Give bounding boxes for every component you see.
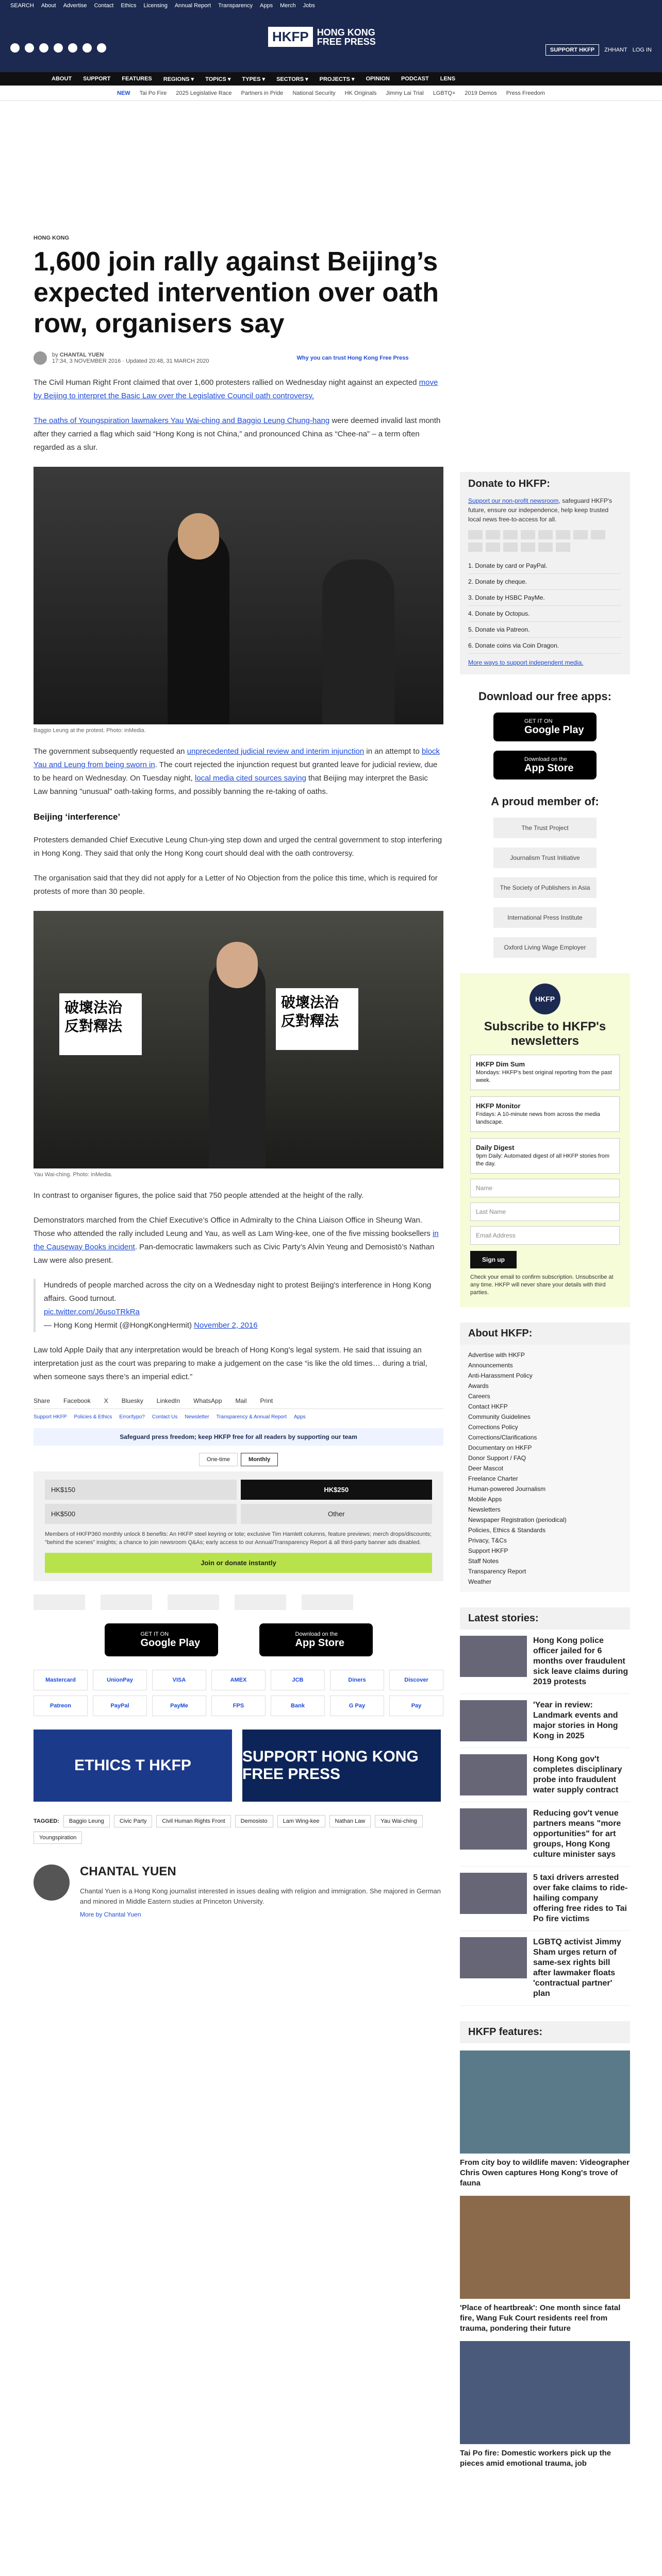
tab-monthly[interactable]: Monthly	[241, 1453, 278, 1466]
feature-item[interactable]	[460, 2050, 630, 2189]
share-mail[interactable]: Mail	[235, 1397, 247, 1404]
share-linkedin[interactable]: LinkedIn	[156, 1397, 180, 1404]
author-name[interactable]: CHANTAL YUEN	[80, 1865, 176, 1878]
about-link[interactable]: Advertise with HKFP	[468, 1351, 525, 1359]
support-link[interactable]: Newsletter	[185, 1414, 209, 1420]
site-logo[interactable]	[268, 27, 376, 47]
amount-option[interactable]: HK$150	[45, 1480, 237, 1500]
applepay-icon: Pay	[389, 1696, 443, 1716]
nav-about[interactable]: ABOUT	[52, 76, 72, 82]
newsletter-desc: Fridays: A 10-minute news from across the media landscape.	[476, 1111, 600, 1125]
visa-icon: VISA	[152, 1670, 206, 1690]
author-photo	[34, 1865, 70, 1901]
app-store-badges	[34, 1623, 443, 1656]
about-link[interactable]: Donor Support / FAQ	[468, 1454, 526, 1462]
newsletter-name: HKFP Monitor	[476, 1102, 521, 1110]
about-link[interactable]: Contact HKFP	[468, 1403, 508, 1410]
tag[interactable]: Youngspiration	[34, 1832, 82, 1844]
share-bar	[34, 1397, 443, 1409]
trust-project-logo[interactable]	[34, 1595, 85, 1610]
story-thumbnail	[460, 1873, 527, 1914]
feature-image	[460, 2196, 630, 2299]
amex-icon: AMEX	[211, 1670, 266, 1690]
tab-one-time[interactable]: One-time	[199, 1453, 238, 1466]
story-title: 5 taxi drivers arrested over fake claims to ride-hailing company offering free rides to Tai Po fire victims	[533, 1873, 628, 1923]
store-big: App Store	[295, 1637, 345, 1649]
member-logo[interactable]: The Trust Project	[493, 818, 597, 838]
about-link[interactable]: Weather	[468, 1578, 492, 1585]
author-bio: Chantal Yuen is a Hong Kong journalist interested in issues dealing with religion and immigration. She majored in German and minored in Middle Eastern studies at Princeton University.	[80, 1887, 441, 1905]
about-link[interactable]: Documentary on HKFP	[468, 1444, 532, 1451]
telegram-icon[interactable]	[82, 43, 92, 53]
last-name-field[interactable]: Last Name	[470, 1202, 620, 1221]
newsletter-option[interactable]	[470, 1138, 620, 1174]
story-thumbnail	[460, 1636, 527, 1677]
article-column	[34, 235, 443, 1918]
article-dates: 17:34, 3 NOVEMBER 2016 · Updated 20:48, 31 MARCH 2020	[52, 358, 209, 364]
discover-icon: Discover	[389, 1670, 443, 1690]
newsletter-desc: Mondays: HKFP's best original reporting from the past week.	[476, 1070, 612, 1083]
tag[interactable]: Demosisto	[235, 1815, 273, 1827]
story-thumbnail	[460, 1700, 527, 1741]
card-icon	[468, 543, 483, 552]
member-logo[interactable]: Journalism Trust Initiative	[493, 848, 597, 868]
about-link[interactable]: Deer Mascot	[468, 1465, 504, 1472]
trending-nav	[0, 86, 662, 101]
about-link[interactable]: Community Guidelines	[468, 1413, 531, 1420]
google-play-badge[interactable]	[493, 713, 597, 741]
trending-item[interactable]: LGBTQ+	[433, 90, 456, 96]
article-title: 1,600 join rally against Beijing’s expected intervention over oath row, organisers say	[34, 247, 439, 338]
story-item[interactable]	[460, 1748, 630, 1802]
story-thumbnail	[460, 1937, 527, 1978]
trending-item[interactable]: Press Freedom	[506, 90, 545, 96]
apps-title: Download our free apps:	[478, 690, 611, 703]
newsletter-name: Daily Digest	[476, 1144, 515, 1151]
first-name-field[interactable]: Name	[470, 1179, 620, 1197]
patreon-icon: Patreon	[34, 1696, 88, 1716]
card-icon	[486, 543, 500, 552]
nav-types[interactable]: TYPES ▾	[242, 76, 266, 82]
story-item[interactable]	[460, 1630, 630, 1694]
person-head	[178, 513, 219, 560]
social-icons	[10, 43, 106, 53]
new-label: NEW	[117, 90, 130, 96]
ipi-logo[interactable]	[235, 1595, 286, 1610]
logo-line2: FREE PRESS	[317, 36, 376, 47]
latest-title: Latest stories:	[460, 1607, 630, 1630]
story-title: 'Year in review: Landmark events and major stories in Hong Kong in 2025	[533, 1701, 618, 1740]
inline-link[interactable]: block Yau and Leung from being sworn in	[34, 747, 440, 769]
store-big: Google Play	[140, 1637, 201, 1649]
latest-stories	[460, 1607, 630, 2006]
inline-link[interactable]: in the Causeway Books incident	[34, 1229, 439, 1251]
instagram-icon[interactable]	[39, 43, 48, 53]
card-icon	[521, 530, 535, 539]
feature-image	[460, 2341, 630, 2444]
paragraph: Law told Apple Daily that any interpretation would be breach of Hong Kong’s legal system. He said that issuing an interpretation just as the court was preparing to make a judgement on the case “is like the old times… during a trial, when someone says there’s an imperial edict.”	[34, 1346, 427, 1381]
about-link[interactable]: Mobile Apps	[468, 1496, 502, 1503]
author-box	[34, 1865, 443, 1918]
paragraph	[34, 414, 443, 454]
about-link[interactable]: Anti-Harassment Policy	[468, 1372, 533, 1379]
paragraph	[34, 745, 443, 799]
facebook-icon[interactable]	[10, 43, 20, 53]
paragraph: Protesters demanded Chief Executive Leung Chun-ying step down and urged the central government to stop interfering in Hong Kong. They said that only the Hong Kong court should deal with the oath controversy.	[34, 836, 442, 858]
more-ways-link[interactable]: More ways to support independent media.	[468, 659, 584, 666]
tweet-text: Hundreds of people marched across the city on a Wednesday night to protest Beijing's interference in Hong Kong affairs. Good turnout.	[44, 1281, 432, 1303]
donate-text: , safeguard HKFP's future, ensure our independence, help keep trusted local news free-to-access for all.	[468, 497, 613, 523]
rss-icon[interactable]	[97, 43, 106, 53]
gpay-icon: G Pay	[330, 1696, 384, 1716]
newsletter-option[interactable]	[470, 1055, 620, 1090]
text: The Civil Human Right Front claimed that over 1,600 protesters rallied on Wednesday night against an expected	[34, 378, 419, 387]
main-nav	[0, 72, 662, 86]
store-big: App Store	[524, 762, 574, 774]
by-label: by	[52, 352, 58, 358]
byline	[34, 351, 443, 365]
nav-regions[interactable]: REGIONS ▾	[163, 76, 194, 82]
donate-option[interactable]: 1. Donate by card or PayPal.	[468, 558, 622, 574]
newsletter-signup	[460, 973, 630, 1307]
nav-projects[interactable]: PROJECTS ▾	[319, 76, 355, 82]
advertise-link[interactable]: Advertise	[63, 3, 87, 9]
card-icon	[556, 530, 570, 539]
card-icon	[503, 543, 518, 552]
card-icon	[468, 530, 483, 539]
promo-banners	[34, 1730, 443, 1802]
text: were deemed invalid last month after they carried a flag which said “Hong Kong is not China,” and pronounced China as “Chee-na” – a term often regarded as a slur.	[34, 416, 441, 452]
jobs-link[interactable]: Jobs	[303, 3, 315, 9]
x-icon[interactable]	[25, 43, 34, 53]
nav-lens[interactable]: LENS	[440, 76, 456, 82]
search-link[interactable]: SEARCH	[10, 3, 34, 9]
features-title: HKFP features:	[460, 2021, 630, 2043]
newsletter-option[interactable]	[470, 1096, 620, 1132]
google-play-badge[interactable]	[105, 1623, 218, 1656]
mastercard-icon: Mastercard	[34, 1670, 88, 1690]
store-small: GET IT ON	[524, 718, 553, 724]
story-item[interactable]	[460, 1694, 630, 1748]
text: The government subsequently requested an	[34, 747, 187, 756]
about-link[interactable]: Freelance Charter	[468, 1475, 518, 1482]
person-head	[217, 942, 258, 988]
amount-option[interactable]: HK$500	[45, 1504, 237, 1524]
living-wage-logo[interactable]	[302, 1595, 353, 1610]
newsletter-fine-print: Check your email to confirm subscription. Unsubscribe at any time. HKFP will never share your details with third parties.	[470, 1274, 614, 1296]
tag[interactable]: Yau Wai-ching	[375, 1815, 422, 1827]
card-icon	[486, 530, 500, 539]
feature-item[interactable]	[460, 2196, 630, 2334]
support-links	[34, 1414, 443, 1420]
inline-link[interactable]: local media cited sources saying	[195, 774, 306, 783]
tagged-label: TAGGED:	[34, 1818, 59, 1824]
inline-link[interactable]: unprecedented judicial review and interim injunction	[187, 747, 365, 756]
login-link[interactable]: LOG IN	[632, 47, 652, 53]
card-icon	[521, 543, 535, 552]
jti-logo[interactable]	[101, 1595, 152, 1610]
donation-widget	[34, 1471, 443, 1581]
embedded-tweet	[34, 1279, 443, 1332]
app-store-badge[interactable]	[259, 1623, 373, 1656]
logo-box: HKFP	[268, 27, 313, 47]
tweet-author: — Hong Kong Hermit (@HongKongHermit)	[44, 1321, 194, 1330]
about-link[interactable]: Corrections Policy	[468, 1423, 518, 1431]
tweet-pic-link[interactable]: pic.twitter.com/J6usoTRkRa	[44, 1308, 140, 1316]
trending-item[interactable]: Tai Po Fire	[139, 90, 167, 96]
donate-title: Donate to HKFP:	[460, 472, 630, 496]
sidebar	[460, 472, 630, 2469]
member-logo[interactable]: International Press Institute	[493, 907, 597, 928]
bank-icon: Bank	[271, 1696, 325, 1716]
about-link[interactable]: Staff Notes	[468, 1557, 499, 1565]
transparency-link[interactable]: Transparency	[218, 3, 253, 9]
press-freedom-banner[interactable]: Safeguard press freedom; keep HKFP free for all readers by supporting our team	[34, 1428, 443, 1446]
inline-link[interactable]: The oaths of Youngspiration lawmakers Yau Wai-ching and Baggio Leung Chung-hang	[34, 416, 330, 425]
payme-icon: PayMe	[152, 1696, 206, 1716]
jcb-icon: JCB	[271, 1670, 325, 1690]
text: that Beijing may interpret the Basic Law banning "unusual" oath-taking forms, and possibly banning the re-taking of oaths.	[34, 774, 428, 796]
share-bluesky[interactable]: Bluesky	[121, 1397, 143, 1404]
logo-line1: HONG KONG	[317, 27, 375, 38]
donate-option[interactable]: 6. Donate coins via Coin Dragon.	[468, 638, 622, 654]
person-figure	[322, 560, 394, 724]
hkfp-features	[460, 2021, 630, 2469]
top-utility-bar	[0, 0, 662, 11]
about-link[interactable]: Announcements	[468, 1362, 513, 1369]
about-link[interactable]: About	[41, 3, 56, 9]
donate-option[interactable]: 5. Donate via Patreon.	[468, 622, 622, 638]
support-link[interactable]: Error/typo?	[119, 1414, 145, 1420]
newsletter-desc: 9pm Daily: Automated digest of all HKFP stories from the day.	[476, 1153, 610, 1167]
nav-opinion[interactable]: OPINION	[366, 76, 390, 82]
nav-sectors[interactable]: SECTORS ▾	[276, 76, 308, 82]
card-icon	[503, 530, 518, 539]
article-photo-1	[34, 467, 443, 724]
share-x[interactable]: X	[104, 1397, 108, 1404]
author-avatar	[34, 351, 47, 365]
donate-box	[460, 496, 630, 674]
donate-option[interactable]: 4. Donate by Octopus.	[468, 606, 622, 622]
photo-caption: Baggio Leung at the protest. Photo: inMedia.	[34, 727, 146, 734]
story-thumbnail	[460, 1754, 527, 1795]
paragraph: The organisation said that they did not apply for a Letter of No Objection from the police this time, which is required for protests of more than 30 people.	[34, 874, 438, 896]
contact-link[interactable]: Contact	[94, 3, 114, 9]
about-link[interactable]: Corrections/Clarifications	[468, 1434, 537, 1441]
nav-podcast[interactable]: PODCAST	[401, 76, 429, 82]
newsletter-name: HKFP Dim Sum	[476, 1060, 525, 1068]
newsletter-title: Subscribe to HKFP's newsletters	[484, 1020, 606, 1048]
inline-link[interactable]: move by Beijing to interpret the Basic Law over the Legislative Council oath controversy.	[34, 378, 438, 400]
about-section	[460, 1323, 630, 1592]
story-item[interactable]	[460, 1931, 630, 2006]
unionpay-icon: UnionPay	[93, 1670, 147, 1690]
support-link[interactable]: Policies & Ethics	[74, 1414, 112, 1420]
trust-link[interactable]: Why you can trust Hong Kong Free Press	[296, 355, 409, 361]
about-link[interactable]: Newspaper Registration (periodical)	[468, 1516, 567, 1523]
section-heading: Beijing ‘interference’	[34, 812, 121, 822]
feature-image	[460, 2050, 630, 2154]
ethics-link[interactable]: Ethics	[121, 3, 137, 9]
hkfp-badge: HKFP	[529, 984, 560, 1014]
app-store-badge[interactable]	[493, 751, 597, 779]
amount-option[interactable]: Other	[241, 1504, 433, 1524]
youtube-icon[interactable]	[54, 43, 63, 53]
paragraph: In contrast to organiser figures, the police said that 750 people attended at the height of the rally.	[34, 1191, 364, 1200]
spa-logo[interactable]	[168, 1595, 219, 1610]
paragraph	[34, 1214, 443, 1267]
nav-support[interactable]: SUPPORT	[83, 76, 111, 82]
article-photo-2	[34, 911, 443, 1168]
feature-title: 'Place of heartbreak': One month since fatal fire, Wang Fuk Court residents reel from trauma, pondering their future	[460, 2303, 621, 2333]
story-title: Reducing gov't venue partners means "more opportunities" for art groups, Hong Kong culture minister says	[533, 1809, 621, 1859]
language-toggle[interactable]: ZHHANT	[604, 47, 627, 53]
about-link[interactable]: Careers	[468, 1393, 490, 1400]
about-link[interactable]: Privacy, T&Cs	[468, 1537, 507, 1544]
tag[interactable]: Nathan Law	[329, 1815, 371, 1827]
text: Demonstrators marched from the Chief Executive’s Office in Admiralty to the China Liaison Office in Sheung Wan. Those who attended the rally included Leung and Yau, as well as Lam Wing-kee, one of the five missing booksellers	[34, 1216, 433, 1238]
protest-sign: 破壞法治 反對釋法	[59, 993, 142, 1055]
trending-item[interactable]: HK Originals	[344, 90, 377, 96]
trending-item[interactable]: 2019 Demos	[465, 90, 497, 96]
card-icons	[468, 530, 622, 552]
about-link[interactable]: Newsletters	[468, 1506, 501, 1513]
store-small: Download on the	[524, 756, 567, 762]
photo-caption: Yau Wai-ching. Photo: inMedia.	[34, 1172, 112, 1178]
tag[interactable]: Baggio Leung	[63, 1815, 110, 1827]
store-big: Google Play	[524, 724, 584, 736]
store-small: Download on the	[295, 1631, 338, 1637]
tag-list	[34, 1815, 443, 1844]
trending-item[interactable]: Partners in Pride	[241, 90, 284, 96]
tag[interactable]: Civil Human Rights Front	[156, 1815, 230, 1827]
feature-item[interactable]	[460, 2341, 630, 2469]
store-small: GET IT ON	[140, 1631, 169, 1637]
support-hkfp-button[interactable]: SUPPORT HKFP	[545, 44, 599, 56]
about-link[interactable]: Transparency Report	[468, 1568, 526, 1575]
donation-frequency-tabs	[34, 1453, 443, 1466]
donate-option[interactable]: 2. Donate by cheque.	[468, 574, 622, 590]
tag[interactable]: Lam Wing-kee	[277, 1815, 325, 1827]
donate-link[interactable]: Support our non-profit newsroom	[468, 497, 559, 504]
about-title: About HKFP:	[460, 1323, 630, 1345]
member-title: A proud member of:	[491, 795, 599, 808]
about-link[interactable]: Policies, Ethics & Standards	[468, 1527, 546, 1534]
membership-description: Members of HKFP360 monthly unlock 8 benefits: An HKFP steel keyring or tote; exclusive Tim Hamlett columns, feature previews; merch drops/discounts; "behind the scenes" insights; a chance to join newsroom Q&As; early access to our Annual/Transparency Report & all third-party banner ads disabled.	[45, 1531, 432, 1546]
story-item[interactable]	[460, 1802, 630, 1867]
licensing-link[interactable]: Licensing	[143, 3, 168, 9]
sign-up-button[interactable]: Sign up	[470, 1251, 517, 1268]
text: . Pan-democratic lawmakers such as Civic Party’s Alvin Yeung and Demosistō’s Nathan Law were also present.	[34, 1243, 435, 1265]
about-link[interactable]: Human-powered Journalism	[468, 1485, 546, 1493]
tag[interactable]: Civic Party	[114, 1815, 153, 1827]
diners-icon: Diners	[330, 1670, 384, 1690]
ethics-banner[interactable]: ETHICS T HKFP	[34, 1730, 232, 1802]
support-link[interactable]: Transparency & Annual Report	[216, 1414, 287, 1420]
support-banner[interactable]: SUPPORT HONG KONG FREE PRESS	[242, 1730, 441, 1802]
support-link[interactable]: Support HKFP	[34, 1414, 67, 1420]
share-label: Share	[34, 1397, 51, 1404]
protest-sign: 破壞法治 反對釋法	[276, 988, 358, 1050]
card-icon	[538, 543, 553, 552]
trending-item[interactable]: 2025 Legislative Race	[176, 90, 232, 96]
amount-option-selected[interactable]: HK$250	[241, 1480, 433, 1500]
share-print[interactable]: Print	[260, 1397, 273, 1404]
text: in an attempt to	[364, 747, 422, 756]
nav-features[interactable]: FEATURES	[122, 76, 152, 82]
threads-icon[interactable]	[68, 43, 77, 53]
story-item[interactable]	[460, 1867, 630, 1931]
feature-title: From city boy to wildlife maven: Videographer Chris Owen captures Hong Kong's trove of fauna	[460, 2158, 630, 2188]
story-thumbnail	[460, 1808, 527, 1850]
support-link[interactable]: Apps	[293, 1414, 306, 1420]
trending-item[interactable]: Jimmy Lai Trial	[386, 90, 424, 96]
annual-report-link[interactable]: Annual Report	[174, 3, 211, 9]
site-header	[0, 11, 662, 72]
donate-option[interactable]: 3. Donate by HSBC PayMe.	[468, 590, 622, 606]
about-link[interactable]: Support HKFP	[468, 1547, 508, 1554]
article-kicker[interactable]: HONG KONG	[34, 235, 70, 241]
person-figure	[209, 957, 266, 1168]
story-title: Hong Kong gov't completes disciplinary probe into fraudulent water supply contract	[533, 1755, 622, 1794]
feature-title: Tai Po fire: Domestic workers pick up the pieces amid emotional trauma, job	[460, 2449, 611, 2468]
text: . The court rejected the injunction request but granted leave for judicial review, due to be heard on Wednesday. On Tuesday night,	[34, 760, 438, 783]
story-title: LGBTQ activist Jimmy Sham urges return of same-sex rights bill after lawmaker floats 'contractual partner' plan	[533, 1938, 621, 1998]
apps-link[interactable]: Apps	[260, 3, 273, 9]
about-link[interactable]: Awards	[468, 1382, 489, 1389]
paragraph	[34, 376, 443, 403]
card-icon	[556, 543, 570, 552]
fps-icon: FPS	[211, 1696, 266, 1716]
tweet-date-link[interactable]: November 2, 2016	[194, 1321, 258, 1330]
member-badges	[34, 1595, 443, 1610]
support-link[interactable]: Contact Us	[152, 1414, 178, 1420]
story-title: Hong Kong police officer jailed for 6 months over fraudulent sick leave claims during 2019 protests	[533, 1636, 628, 1686]
card-icon	[573, 530, 588, 539]
nav-topics[interactable]: TOPICS ▾	[205, 76, 231, 82]
payment-methods	[34, 1670, 443, 1716]
email-field[interactable]: Email Address	[470, 1226, 620, 1245]
share-whatsapp[interactable]: WhatsApp	[193, 1397, 222, 1404]
card-icon	[538, 530, 553, 539]
join-donate-button[interactable]: Join or donate instantly	[45, 1553, 432, 1573]
paypal-icon: PayPal	[93, 1696, 147, 1716]
more-by-author-link[interactable]: More by Chantal Yuen	[80, 1911, 141, 1918]
member-logo[interactable]: The Society of Publishers in Asia	[493, 877, 597, 898]
share-facebook[interactable]: Facebook	[63, 1397, 91, 1404]
card-icon	[591, 530, 605, 539]
trending-item[interactable]: National Security	[292, 90, 336, 96]
author-link[interactable]: CHANTAL YUEN	[59, 352, 104, 358]
merch-link[interactable]: Merch	[280, 3, 296, 9]
member-logo[interactable]: Oxford Living Wage Employer	[493, 937, 597, 958]
